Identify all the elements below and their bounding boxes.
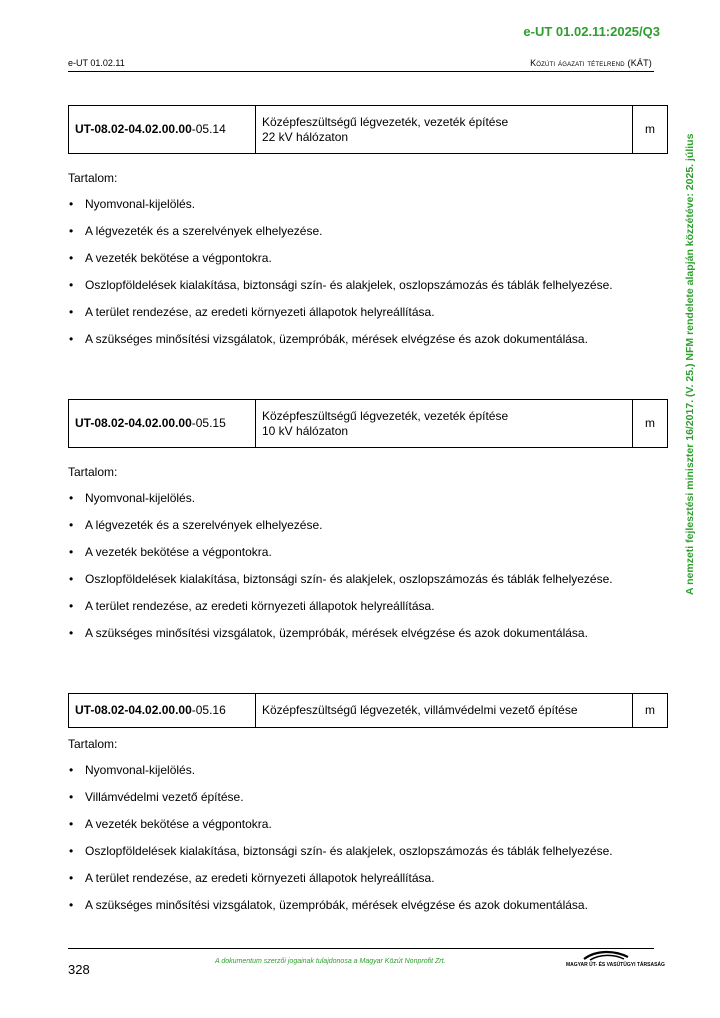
list-item: • A légvezeték és a szerelvények elhelyezése. <box>68 224 668 239</box>
side-note <box>684 95 700 633</box>
item-code-suffix: -05.14 <box>191 122 226 136</box>
content-list <box>68 491 668 641</box>
item-code <box>69 400 256 448</box>
list-item: • A szükséges minősítési vizsgálatok, üzempróbák, mérések elvégzése és azok dokumentálása. <box>68 626 668 641</box>
list-item: • A terület rendezése, az eredeti környezeti állapotok helyreállítása. <box>68 871 668 886</box>
list-item: • A vezeték bekötése a végpontokra. <box>68 817 668 832</box>
item-05-14 <box>68 105 668 347</box>
item-unit: m <box>633 400 668 448</box>
content-list <box>68 763 668 913</box>
item-description-line2: 22 kV hálózaton <box>262 129 349 144</box>
logo-text: MAGYAR ÚT- ÉS VASÚTÜGYI TÁRSASÁG <box>566 962 665 968</box>
list-item: • Nyomvonal-kijelölés. <box>68 491 668 506</box>
list-item: • A vezeték bekötése a végpontokra. <box>68 545 668 560</box>
header-left: e-UT 01.02.11 <box>68 58 125 68</box>
document-code: e-UT 01.02.11:2025/Q3 <box>523 24 660 39</box>
item-code-main: UT-08.02-04.02.00.00 <box>75 703 192 717</box>
item-description-line1: Középfeszültségű légvezeték, vezeték építése <box>262 408 509 423</box>
list-item: • Villámvédelmi vezető építése. <box>68 790 668 805</box>
content-label: Tartalom: <box>68 171 118 185</box>
item-description-line1: Középfeszültségű légvezeték, vezeték építése <box>262 114 509 129</box>
list-item: • A vezeték bekötése a végpontokra. <box>68 251 668 266</box>
item-description <box>256 694 633 728</box>
list-item: • Nyomvonal-kijelölés. <box>68 197 668 212</box>
item-header-table <box>68 693 668 728</box>
item-05-15 <box>68 399 668 641</box>
item-unit: m <box>633 106 668 154</box>
list-item: • Oszlopföldelések kialakítása, biztonsági szín- és alakjelek, oszlopszámozás és táblák felhelyezése. <box>68 844 668 859</box>
list-item: • A terület rendezése, az eredeti környezeti állapotok helyreállítása. <box>68 305 668 320</box>
footer-rule <box>68 948 654 949</box>
item-code-suffix: -05.15 <box>191 416 226 430</box>
list-item: • A légvezeték és a szerelvények elhelyezése. <box>68 518 668 533</box>
item-description <box>256 106 633 154</box>
item-header-table <box>68 399 668 448</box>
item-description-line1: Középfeszültségű légvezeték, villámvédelmi vezető építése <box>262 703 578 717</box>
item-unit: m <box>633 694 668 728</box>
item-code <box>69 106 256 154</box>
company-logo-icon <box>562 950 656 972</box>
list-item: • Nyomvonal-kijelölés. <box>68 763 668 778</box>
copyright-notice: A dokumentum szerzői jogainak tulajdonosa a Magyar Közút Nonprofit Zrt. <box>215 958 446 965</box>
list-item: • A terület rendezése, az eredeti környezeti állapotok helyreállítása. <box>68 599 668 614</box>
item-05-16 <box>68 693 668 913</box>
list-item: • Oszlopföldelések kialakítása, biztonsági szín- és alakjelek, oszlopszámozás és táblák felhelyezése. <box>68 278 668 293</box>
list-item: • A szükséges minősítési vizsgálatok, üzempróbák, mérések elvégzése és azok dokumentálása. <box>68 898 668 913</box>
item-description-line2: 10 kV hálózaton <box>262 423 349 438</box>
item-code-main: UT-08.02-04.02.00.00 <box>75 416 192 430</box>
item-code <box>69 694 256 728</box>
content-label: Tartalom: <box>68 465 118 479</box>
list-item: • A szükséges minősítési vizsgálatok, üzempróbák, mérések elvégzése és azok dokumentálása. <box>68 332 668 347</box>
content-label: Tartalom: <box>68 737 118 751</box>
header-right: Közúti ágazati tételrend (KÁT) <box>530 58 652 68</box>
item-code-suffix: -05.16 <box>191 703 226 717</box>
item-code-main: UT-08.02-04.02.00.00 <box>75 122 192 136</box>
content-list <box>68 197 668 347</box>
header-rule <box>68 71 654 72</box>
item-description <box>256 400 633 448</box>
side-note-text: A nemzeti fejlesztési miniszter 16/2017. (V. 25.) NFM rendelete alapján közzétéve: 2025. július <box>684 133 696 595</box>
list-item: • Oszlopföldelések kialakítása, biztonsági szín- és alakjelek, oszlopszámozás és táblák felhelyezése. <box>68 572 668 587</box>
page-number: 328 <box>68 962 90 977</box>
item-header-table <box>68 105 668 154</box>
